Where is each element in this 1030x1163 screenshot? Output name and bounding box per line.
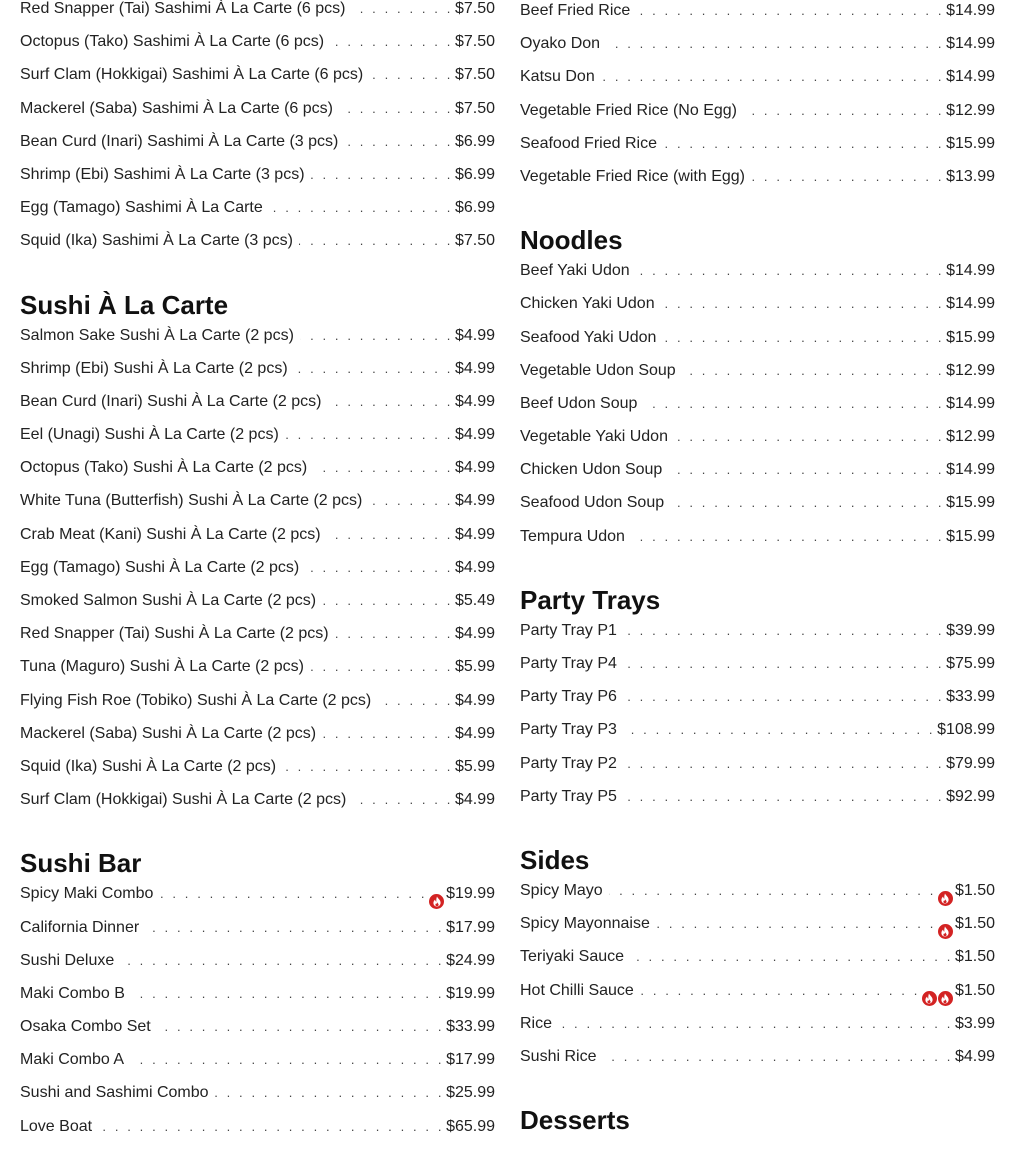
menu-item[interactable] — [520, 102, 995, 135]
menu-item[interactable] — [520, 982, 995, 1015]
menu-item-name: Surf Clam (Hokkigai) Sashimi À La Carte (6 pcs) — [20, 66, 364, 84]
menu-item[interactable] — [20, 559, 495, 592]
menu-item-name: Hot Chilli Sauce — [520, 981, 634, 999]
menu-item[interactable] — [20, 758, 495, 791]
spicy-indicator — [938, 891, 953, 906]
dot-leader — [269, 200, 453, 215]
menu-item-price: $5.99 — [454, 757, 495, 775]
menu-item-name: Egg (Tamago) Sushi À La Carte (2 pcs) — [20, 558, 300, 576]
menu-item[interactable] — [520, 494, 995, 527]
menu-item[interactable] — [20, 232, 495, 265]
menu-item-name: Maki Combo A — [20, 1051, 125, 1069]
menu-item-price: $4.99 — [454, 492, 495, 510]
menu-item[interactable] — [20, 692, 495, 725]
dot-leader — [305, 560, 453, 575]
dot-leader — [285, 427, 453, 442]
menu-item-name: Party Tray P1 — [520, 621, 617, 639]
menu-column-right — [520, 0, 995, 1142]
dot-leader — [310, 659, 453, 674]
dot-leader — [668, 462, 944, 477]
menu-item-price: $4.99 — [454, 525, 495, 543]
menu-item-name: Party Tray P6 — [520, 688, 617, 706]
menu-item-price: $4.99 — [454, 724, 495, 742]
menu-item-price: $14.99 — [946, 262, 995, 280]
spicy-indicator — [938, 924, 953, 939]
menu-item-name: Spicy Maki Combo — [20, 885, 154, 903]
menu-item-price: $4.99 — [454, 392, 495, 410]
menu-item-price: $4.99 — [454, 426, 495, 444]
menu-item[interactable] — [20, 1118, 495, 1151]
menu-item[interactable] — [520, 428, 995, 461]
menu-item[interactable] — [520, 755, 995, 788]
menu-item-price: $12.99 — [946, 428, 995, 446]
menu-item-name: Eel (Unagi) Sushi À La Carte (2 pcs) — [20, 426, 279, 444]
menu-item-name: Chicken Yaki Udon — [520, 295, 655, 313]
dot-leader — [327, 394, 452, 409]
dot-leader — [661, 296, 944, 311]
menu-item-name: Mackerel (Saba) Sushi À La Carte (2 pcs) — [20, 724, 317, 742]
dot-leader — [662, 330, 944, 345]
menu-item-price: $15.99 — [946, 527, 995, 545]
menu-item-price: $4.99 — [454, 558, 495, 576]
menu-item-name: Sushi and Sashimi Combo — [20, 1084, 209, 1102]
menu-item-price: $92.99 — [946, 787, 995, 805]
dot-leader — [743, 103, 944, 118]
dot-leader — [630, 949, 953, 964]
menu-item-price: $6.99 — [454, 132, 495, 150]
menu-item-name: Tuna (Maguro) Sushi À La Carte (2 pcs) — [20, 658, 304, 676]
menu-item-price: $5.49 — [454, 592, 495, 609]
menu-item[interactable] — [20, 199, 495, 232]
menu-item-price: $1.50 — [954, 981, 995, 999]
menu-item-name: Squid (Ika) Sashimi À La Carte (3 pcs) — [20, 232, 293, 250]
dot-leader — [330, 34, 453, 49]
dot-leader — [368, 493, 453, 508]
menu-item-price: $39.99 — [946, 621, 995, 639]
dot-leader — [352, 792, 453, 807]
menu-item[interactable] — [20, 166, 495, 199]
menu-item-name: Squid (Ika) Sushi À La Carte (2 pcs) — [20, 757, 277, 775]
menu-item-name: Surf Clam (Hokkigai) Sushi À La Carte (2 pcs) — [20, 791, 347, 809]
menu-item[interactable] — [20, 426, 495, 459]
menu-item-price: $12.99 — [946, 101, 995, 119]
menu-item[interactable] — [520, 1015, 995, 1048]
menu-item-price: $25.99 — [446, 1084, 495, 1102]
menu-item-name: Party Tray P5 — [520, 787, 617, 805]
menu-item-name: Bean Curd (Inari) Sashimi À La Carte (3 pcs) — [20, 132, 339, 150]
menu-item[interactable] — [520, 2, 995, 35]
spicy-indicator — [922, 991, 953, 1006]
menu-item-price: $13.99 — [946, 167, 995, 185]
menu-item-price: $7.50 — [454, 99, 495, 117]
menu-item-name: Octopus (Tako) Sushi À La Carte (2 pcs) — [20, 459, 308, 477]
menu-item-name: Smoked Salmon Sushi À La Carte (2 pcs) — [20, 592, 317, 609]
menu-item-price: $33.99 — [446, 1018, 495, 1036]
menu-item[interactable] — [20, 327, 495, 360]
dot-leader — [351, 1, 452, 16]
dot-leader — [300, 328, 453, 343]
menu-item[interactable] — [520, 788, 995, 821]
menu-item[interactable] — [20, 985, 495, 1018]
dot-leader — [606, 36, 944, 51]
menu-item-name: Vegetable Fried Rice (with Egg) — [520, 167, 745, 185]
menu-item-price: $14.99 — [946, 295, 995, 313]
menu-item-name: Osaka Combo Set — [20, 1018, 151, 1036]
dot-leader — [623, 789, 944, 804]
menu-item-name: Shrimp (Ebi) Sushi À La Carte (2 pcs) — [20, 359, 288, 377]
menu-item-price: $17.99 — [446, 918, 495, 936]
menu-item[interactable] — [20, 133, 495, 166]
menu-item-name: Beef Yaki Udon — [520, 262, 630, 280]
menu-item[interactable] — [20, 592, 495, 625]
menu-item-name: Sushi Deluxe — [20, 951, 115, 969]
menu-item[interactable] — [520, 461, 995, 494]
menu-item-price: $17.99 — [446, 1051, 495, 1069]
dot-leader — [623, 656, 944, 671]
menu-item[interactable] — [520, 528, 995, 561]
dot-leader — [601, 69, 944, 84]
menu-item-name: Crab Meat (Kani) Sushi À La Carte (2 pcs) — [20, 525, 321, 543]
menu-item[interactable] — [20, 66, 495, 99]
menu-item-price: $7.50 — [454, 232, 495, 250]
menu-item-price: $4.99 — [454, 359, 495, 377]
menu-item-name: Tempura Udon — [520, 527, 625, 545]
section-heading: Party Trays — [520, 584, 661, 615]
menu-item-name: Egg (Tamago) Sashimi À La Carte — [20, 199, 263, 217]
menu-item[interactable] — [20, 459, 495, 492]
dot-leader — [131, 986, 444, 1001]
menu-item-name: Vegetable Fried Rice (No Egg) — [520, 101, 737, 119]
menu-item[interactable] — [20, 360, 495, 393]
dot-leader — [670, 495, 944, 510]
dot-leader — [98, 1119, 444, 1134]
menu-item-name: Seafood Fried Rice — [520, 134, 657, 152]
menu-item-name: Red Snapper (Tai) Sushi À La Carte (2 pcs) — [20, 625, 329, 643]
menu-item-price: $14.99 — [946, 2, 995, 19]
menu-item-name: Sushi Rice — [520, 1047, 597, 1065]
menu-item-name: Spicy Mayonnaise — [520, 915, 650, 933]
dot-leader — [636, 263, 944, 278]
menu-item-price: $14.99 — [946, 68, 995, 86]
menu-item-price: $14.99 — [946, 394, 995, 412]
menu-item-price: $3.99 — [954, 1014, 995, 1032]
dot-leader — [663, 136, 944, 151]
flame-icon — [938, 924, 953, 939]
menu-item[interactable] — [520, 1048, 995, 1081]
menu-item[interactable] — [20, 1084, 495, 1117]
dot-leader — [623, 623, 944, 638]
dot-leader — [369, 67, 453, 82]
dot-leader — [377, 693, 453, 708]
menu-item-name: Party Tray P3 — [520, 721, 617, 739]
menu-item-name: Seafood Udon Soup — [520, 494, 665, 512]
menu-item[interactable] — [520, 35, 995, 68]
menu-item[interactable] — [520, 882, 995, 915]
flame-icon — [922, 991, 937, 1006]
dot-leader — [623, 722, 935, 737]
dot-leader — [311, 167, 453, 182]
dot-leader — [631, 529, 944, 544]
menu-item-name: Love Boat — [20, 1117, 93, 1135]
menu-item[interactable] — [20, 526, 495, 559]
menu-item-price: $15.99 — [946, 328, 995, 346]
menu-item-price: $5.99 — [454, 658, 495, 676]
dot-leader — [120, 953, 444, 968]
menu-item[interactable] — [520, 948, 995, 981]
menu-item-price: $33.99 — [946, 688, 995, 706]
menu-item-price: $7.50 — [454, 66, 495, 84]
dot-leader — [656, 916, 936, 931]
dot-leader — [643, 396, 944, 411]
menu-item-price: $108.99 — [937, 721, 995, 739]
menu-item-price: $1.50 — [954, 948, 995, 966]
menu-item-price: $15.99 — [946, 494, 995, 512]
dot-leader — [674, 429, 944, 444]
menu-item-price: $14.99 — [946, 461, 995, 479]
menu-item[interactable] — [520, 168, 995, 201]
dot-leader — [335, 626, 453, 641]
dot-leader — [751, 169, 944, 184]
menu-item[interactable] — [20, 952, 495, 985]
menu-item-name: Katsu Don — [520, 68, 595, 86]
menu-item[interactable] — [20, 658, 495, 691]
menu-item-name: Salmon Sake Sushi À La Carte (2 pcs) — [20, 326, 294, 344]
menu-item-price: $7.50 — [454, 0, 495, 17]
dot-leader — [215, 1085, 445, 1100]
menu-item[interactable] — [520, 622, 995, 655]
menu-item-name: Beef Fried Rice — [520, 2, 631, 19]
section-heading: Desserts — [520, 1105, 630, 1136]
menu-item[interactable] — [20, 0, 495, 33]
dot-leader — [623, 689, 944, 704]
menu-item[interactable] — [20, 1018, 495, 1051]
menu-item-name: Rice — [520, 1014, 553, 1032]
menu-item[interactable] — [520, 915, 995, 948]
menu-item-name: Maki Combo B — [20, 984, 125, 1002]
menu-item-price: $75.99 — [946, 655, 995, 672]
menu-item-name: California Dinner — [20, 918, 140, 936]
menu-item[interactable] — [520, 688, 995, 721]
dot-leader — [602, 1049, 952, 1064]
menu-item-price: $12.99 — [946, 361, 995, 379]
dot-leader — [344, 134, 453, 149]
menu-item-name: Oyako Don — [520, 35, 601, 53]
menu-item[interactable] — [520, 68, 995, 101]
menu-item[interactable] — [20, 791, 495, 824]
menu-item-price: $4.99 — [954, 1047, 995, 1065]
section-heading: Sushi Bar — [20, 848, 142, 879]
dot-leader — [145, 920, 444, 935]
menu-item[interactable] — [520, 135, 995, 168]
menu-item[interactable] — [520, 295, 995, 328]
menu-item-price: $19.99 — [446, 984, 495, 1002]
menu-item-name: Vegetable Udon Soup — [520, 361, 676, 379]
dot-leader — [282, 759, 453, 774]
menu-item-price: $4.99 — [454, 791, 495, 809]
menu-item-price: $4.99 — [454, 459, 495, 477]
spicy-indicator — [429, 894, 444, 909]
dot-leader — [609, 883, 936, 898]
menu-item[interactable] — [520, 395, 995, 428]
dot-leader — [682, 363, 944, 378]
menu-item-name: Beef Udon Soup — [520, 394, 638, 412]
menu-item[interactable] — [20, 919, 495, 952]
dot-leader — [339, 101, 453, 116]
menu-item-price: $6.99 — [454, 199, 495, 217]
dot-leader — [157, 1019, 444, 1034]
menu-item[interactable] — [520, 721, 995, 754]
menu-item-name: White Tuna (Butterfish) Sushi À La Carte (2 pcs) — [20, 492, 363, 510]
menu-item-name: Spicy Mayo — [520, 881, 603, 899]
menu-item-price: $79.99 — [946, 754, 995, 772]
dot-leader — [130, 1052, 444, 1067]
menu-item-price: $24.99 — [446, 951, 495, 969]
menu-item[interactable] — [20, 625, 495, 658]
menu-item[interactable] — [20, 100, 495, 133]
menu-item[interactable] — [520, 329, 995, 362]
menu-item-price: $6.99 — [454, 165, 495, 183]
menu-item-price: $4.99 — [454, 326, 495, 344]
menu-item-name: Bean Curd (Inari) Sushi À La Carte (2 pcs) — [20, 392, 322, 410]
menu-item[interactable] — [20, 885, 495, 918]
flame-icon — [429, 894, 444, 909]
section-heading: Noodles — [520, 225, 623, 256]
dot-leader — [313, 460, 453, 475]
dot-leader — [322, 726, 453, 741]
menu-item-name: Seafood Yaki Udon — [520, 328, 657, 346]
menu-item[interactable] — [20, 393, 495, 426]
menu-item-name: Teriyaki Sauce — [520, 948, 625, 966]
menu-item[interactable] — [20, 1051, 495, 1084]
dot-leader — [623, 756, 944, 771]
menu-item-name: Flying Fish Roe (Tobiko) Sushi À La Carte (2 pcs) — [20, 691, 372, 709]
menu-item-name: Vegetable Yaki Udon — [520, 428, 668, 446]
menu-item-price: $14.99 — [946, 35, 995, 53]
menu-item-name: Party Tray P2 — [520, 754, 617, 772]
dot-leader — [558, 1016, 953, 1031]
menu-item-price: $19.99 — [446, 885, 495, 903]
menu-column-left — [20, 0, 495, 1151]
menu-item-name: Chicken Udon Soup — [520, 461, 663, 479]
menu-item[interactable] — [520, 655, 995, 688]
menu-item-name: Octopus (Tako) Sashimi À La Carte (6 pcs) — [20, 33, 325, 51]
menu-item-price: $4.99 — [454, 691, 495, 709]
menu-item-name: Mackerel (Saba) Sashimi À La Carte (6 pcs) — [20, 99, 333, 117]
menu-item-price: $4.99 — [454, 625, 495, 643]
dot-leader — [294, 361, 453, 376]
menu-item[interactable] — [520, 262, 995, 295]
menu-item-name: Red Snapper (Tai) Sashimi À La Carte (6 pcs) — [20, 0, 346, 17]
menu-item-price: $15.99 — [946, 134, 995, 152]
menu-item[interactable] — [20, 725, 495, 758]
flame-icon — [938, 891, 953, 906]
menu-item[interactable] — [520, 362, 995, 395]
menu-item[interactable] — [20, 33, 495, 66]
menu-item-price: $7.50 — [454, 33, 495, 51]
dot-leader — [299, 233, 453, 248]
menu-item-name: Party Tray P4 — [520, 655, 617, 672]
section-heading: Sushi À La Carte — [20, 289, 229, 320]
menu-item-name: Shrimp (Ebi) Sashimi À La Carte (3 pcs) — [20, 165, 305, 183]
section-heading: Sides — [520, 844, 590, 875]
flame-icon — [938, 991, 953, 1006]
dot-leader — [322, 593, 453, 608]
dot-leader — [640, 983, 920, 998]
menu-item[interactable] — [20, 492, 495, 525]
dot-leader — [327, 527, 453, 542]
dot-leader — [636, 3, 944, 18]
menu-item-price: $65.99 — [446, 1117, 495, 1135]
menu-item-price: $1.50 — [954, 881, 995, 899]
dot-leader — [159, 886, 427, 901]
menu-item-price: $1.50 — [954, 915, 995, 933]
